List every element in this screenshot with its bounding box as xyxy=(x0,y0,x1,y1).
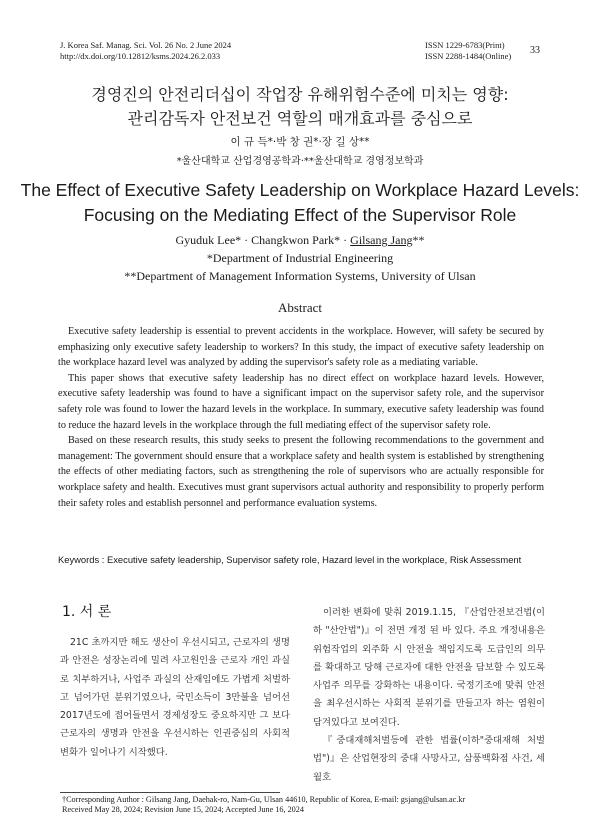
korean-affiliations: *울산대학교 산업경영공학과·**울산대학교 경영정보학과 xyxy=(176,156,424,167)
english-affiliation-1: *Department of Industrial Engineering xyxy=(206,251,394,265)
abstract-paragraph: Executive safety leadership is essential to prevent accidents in the workplace. However, will safety be secured by emphasizing only executive safety leadership to workers? In this study, the impact of executive safety leadership on the workplace hazard level was analyzed by adding the supervisor's safety role as a mediating variable. xyxy=(58,326,544,369)
page-number: 33 xyxy=(530,45,540,56)
abstract-body xyxy=(58,324,544,511)
english-title-line2: Focusing on the Mediating Effect of the Supervisor Role xyxy=(83,205,517,225)
english-title-line1: The Effect of Executive Safety Leadership on Workplace Hazard Levels: xyxy=(20,180,580,200)
keywords: Keywords : Executive safety leadership, Supervisor safety role, Hazard level in the workplace, Risk Assessment xyxy=(58,554,522,565)
authors-part2: ** xyxy=(412,233,425,247)
section-heading: 1. 서 론 xyxy=(62,604,112,620)
submission-dates: Received May 28, 2024; Revision June 15, 2024; Accepted June 16, 2024 xyxy=(62,805,304,814)
footnote xyxy=(62,795,465,815)
corresponding-author-note: †Corresponding Author : Gilsang Jang, Daehak-ro, Nam-Gu, Ulsan 44610, Republic of Korea, E-mail: gsjang@ulsan.ac.kr xyxy=(62,795,466,804)
journal-line: J. Korea Saf. Manag. Sci. Vol. 26 No. 2 June 2024 xyxy=(60,40,232,50)
intro-paragraph: 『중대재해처벌등에 관한 법률(이하"중대재해 처벌법")』은 산업현장의 중대 사망사고, 삼풍백화점 사건, 세월호 xyxy=(313,735,545,783)
korean-authors: 이 규 득*·박 창 권*·장 길 상** xyxy=(230,136,370,148)
issn-online: ISSN 2288-1484(Online) xyxy=(425,51,512,61)
doi-link[interactable]: http://dx.doi.org/10.12812/ksms.2024.26.2.033 xyxy=(60,51,221,61)
intro-paragraph: 21C 초까지만 해도 생산이 우선시되고, 근로자의 생명과 안전은 성장논리에 밀려 사고원인을 근로자 개인 과실로 치부하거나, 사업주 과실의 산재임에도 가볍게 처벌하고 넘어가던 분위기였으나, 국민소득이 3만불을 넘어선 2017년도에 접어들면서 경제성장도 중요하지만 그 보다 근로자의 생명과 안전을 우선시하는 인권중심의 사회적 변화가 일어나기 시작했다. xyxy=(60,637,290,758)
footnote-divider xyxy=(60,792,280,793)
english-authors xyxy=(0,233,600,248)
abstract-paragraph: Based on these research results, this study seeks to present the following recommendations to the government and management: The government should ensure that a workplace safety and health system is established by strengthening the effects of other mediating factors, such as strengthening the role of supervisors who are actually responsible for workplace safety and health. Executives must grant supervisors actual authority and responsibility to properly perform their safety roles and establish personnel and performance evaluation systems. xyxy=(58,435,544,509)
authors-part1: Gyuduk Lee* · Changkwon Park* · xyxy=(175,233,351,247)
issn-block xyxy=(425,40,511,62)
korean-title-line1: 경영진의 안전리더십이 작업장 유해위험수준에 미치는 영향: xyxy=(91,85,509,104)
right-column xyxy=(313,604,545,787)
left-column xyxy=(60,634,290,762)
abstract-heading: Abstract xyxy=(277,300,323,315)
english-affiliation-2: **Department of Management Information Systems, University of Ulsan xyxy=(124,269,476,283)
issn-print: ISSN 1229-6783(Print) xyxy=(425,40,505,50)
korean-title-line2: 관리감독자 안전보건 역할의 매개효과를 중심으로 xyxy=(127,109,473,128)
corresponding-author: Gilsang Jang xyxy=(350,233,413,247)
journal-citation xyxy=(60,40,231,62)
abstract-paragraph: This paper shows that executive safety leadership has no direct effect on workplace hazard levels. However, executive safety leadership was found to have a significant impact on the supervisor safety role, and the supervisor safety role was found to lower the hazard levels in the workplace. In summary, executive safety leadership was found to reduce the hazard levels in the workplace through the full mediating effect of the supervisor safety role. xyxy=(58,372,544,431)
intro-paragraph: 이러한 변화에 맞춰 2019.1.15, 『산업안전보건법(이하 "산안법")』이 전면 개정 된 바 있다. 주요 개정내용은 위험작업의 외주화 시 안전을 책임지도록 도급인의 의무를 확대하고 당해 근로자에 대한 안전을 담보할 수 있도록 사업주 의무를 강화하는 내용이다. 국정기조에 맞춰 안전을 최우선시하는 사회적 분위기를 만들고자 하는 염원이 담겨있다고 보여진다. xyxy=(313,607,545,728)
